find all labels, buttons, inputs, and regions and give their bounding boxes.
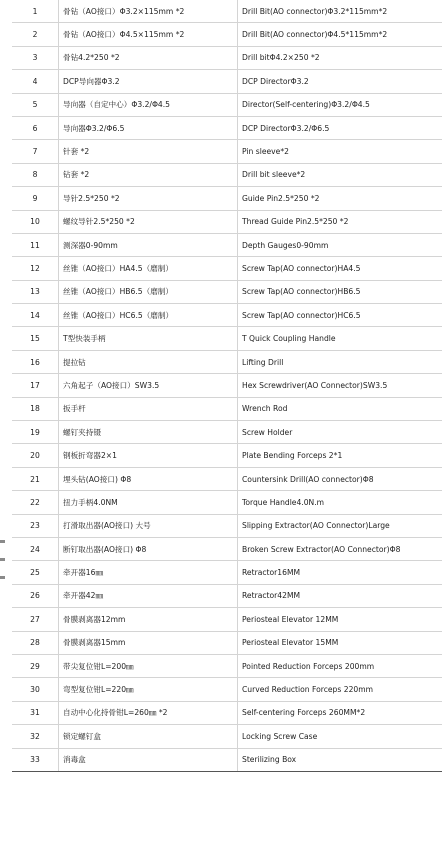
item-name-chinese: 针套 *2 — [59, 140, 238, 163]
item-name-english: Torque Handle4.0N.m — [238, 491, 442, 514]
row-number: 5 — [12, 93, 59, 116]
item-name-chinese: 扳手杆 — [59, 397, 238, 420]
row-number: 10 — [12, 210, 59, 233]
table-row — [12, 46, 442, 69]
item-name-chinese: 丝锥（AO接口）HC6.5（磨制） — [59, 304, 238, 327]
table-row — [12, 70, 442, 93]
item-name-chinese: 骨钻4.2*250 *2 — [59, 46, 238, 69]
item-name-english: Screw Holder — [238, 421, 442, 444]
edge-clip-graphic — [0, 540, 5, 580]
item-name-chinese: 螺钉夹持镊 — [59, 421, 238, 444]
table-row — [12, 23, 442, 46]
item-name-chinese: 导向器Φ3.2/Φ6.5 — [59, 116, 238, 139]
item-name-chinese: 钻套 *2 — [59, 163, 238, 186]
row-number: 27 — [12, 608, 59, 631]
item-name-english: Plate Bending Forceps 2*1 — [238, 444, 442, 467]
item-name-chinese: 丝锥（AO接口）HB6.5（磨制） — [59, 280, 238, 303]
row-number: 24 — [12, 537, 59, 560]
row-number: 22 — [12, 491, 59, 514]
item-name-chinese: 锁定螺钉盒 — [59, 725, 238, 748]
table-row — [12, 304, 442, 327]
item-name-chinese: 消毒盒 — [59, 748, 238, 771]
item-name-chinese: 提拉钻 — [59, 350, 238, 373]
row-number: 11 — [12, 233, 59, 256]
item-name-english: Retractor42MM — [238, 584, 442, 607]
row-number: 8 — [12, 163, 59, 186]
row-number: 4 — [12, 70, 59, 93]
row-number: 6 — [12, 116, 59, 139]
table-row — [12, 327, 442, 350]
row-number: 30 — [12, 678, 59, 701]
item-name-chinese: 打滑取出器(AO接口) 大号 — [59, 514, 238, 537]
item-name-chinese: 扭力手柄4.0NM — [59, 491, 238, 514]
item-name-chinese: 自动中心化持骨钳L=260㎜ *2 — [59, 701, 238, 724]
table-row — [12, 116, 442, 139]
item-name-chinese: 骨钻（AO接口）Φ3.2×115mm *2 — [59, 0, 238, 23]
row-number: 14 — [12, 304, 59, 327]
item-name-english: Screw Tap(AO connector)HA4.5 — [238, 257, 442, 280]
table-row — [12, 748, 442, 771]
row-number: 16 — [12, 350, 59, 373]
item-name-chinese: 丝锥（AO接口）HA4.5（磨制） — [59, 257, 238, 280]
item-name-chinese: 埋头钻(AO接口) Φ8 — [59, 467, 238, 490]
item-name-chinese: 导向器（自定中心）Φ3.2/Φ4.5 — [59, 93, 238, 116]
item-name-english: Periosteal Elevator 15MM — [238, 631, 442, 654]
row-number: 21 — [12, 467, 59, 490]
row-number: 18 — [12, 397, 59, 420]
table-row — [12, 233, 442, 256]
row-number: 32 — [12, 725, 59, 748]
table-row — [12, 163, 442, 186]
table-row — [12, 187, 442, 210]
item-name-english: Hex Screwdriver(AO Connector)SW3.5 — [238, 374, 442, 397]
item-name-english: DCP DirectorΦ3.2 — [238, 70, 442, 93]
row-number: 13 — [12, 280, 59, 303]
item-name-english: Self-centering Forceps 260MM*2 — [238, 701, 442, 724]
row-number: 31 — [12, 701, 59, 724]
table-row — [12, 561, 442, 584]
row-number: 2 — [12, 23, 59, 46]
table-row — [12, 654, 442, 677]
item-name-chinese: 六角起子（AO接口）SW3.5 — [59, 374, 238, 397]
row-number: 19 — [12, 421, 59, 444]
instrument-list-table — [12, 0, 442, 772]
item-name-english: T Quick Coupling Handle — [238, 327, 442, 350]
item-name-chinese: 导针2.5*250 *2 — [59, 187, 238, 210]
table-row — [12, 140, 442, 163]
item-name-english: Guide Pin2.5*250 *2 — [238, 187, 442, 210]
item-name-chinese: T型快装手柄 — [59, 327, 238, 350]
row-number: 28 — [12, 631, 59, 654]
item-name-chinese: DCP导向器Φ3.2 — [59, 70, 238, 93]
table-row — [12, 678, 442, 701]
item-name-english: DCP DirectorΦ3.2/Φ6.5 — [238, 116, 442, 139]
table-row — [12, 584, 442, 607]
item-name-english: Curved Reduction Forceps 220mm — [238, 678, 442, 701]
table-row — [12, 514, 442, 537]
item-name-english: Drill Bit(AO connector)Φ4.5*115mm*2 — [238, 23, 442, 46]
table-row — [12, 537, 442, 560]
item-name-chinese: 骨膜剥离器12mm — [59, 608, 238, 631]
item-name-english: Screw Tap(AO connector)HC6.5 — [238, 304, 442, 327]
item-name-english: Slipping Extractor(AO Connector)Large — [238, 514, 442, 537]
item-name-english: Screw Tap(AO connector)HB6.5 — [238, 280, 442, 303]
item-name-english: Depth Gauges0-90mm — [238, 233, 442, 256]
item-name-english: Drill bit sleeve*2 — [238, 163, 442, 186]
item-name-english: Thread Guide Pin2.5*250 *2 — [238, 210, 442, 233]
row-number: 17 — [12, 374, 59, 397]
item-name-chinese: 骨膜剥离器15mm — [59, 631, 238, 654]
row-number: 26 — [12, 584, 59, 607]
table-row — [12, 467, 442, 490]
row-number: 9 — [12, 187, 59, 210]
table-row — [12, 350, 442, 373]
row-number: 1 — [12, 0, 59, 23]
item-name-chinese: 钢板折弯器2×1 — [59, 444, 238, 467]
table-row — [12, 631, 442, 654]
item-name-english: Drill Bit(AO connector)Φ3.2*115mm*2 — [238, 0, 442, 23]
row-number: 7 — [12, 140, 59, 163]
table-row — [12, 374, 442, 397]
item-name-english: Periosteal Elevator 12MM — [238, 608, 442, 631]
instrument-list-body — [12, 0, 442, 771]
table-row — [12, 491, 442, 514]
table-row — [12, 444, 442, 467]
item-name-chinese: 骨钻（AO接口）Φ4.5×115mm *2 — [59, 23, 238, 46]
row-number: 23 — [12, 514, 59, 537]
item-name-chinese: 断钉取出器(AO接口) Φ8 — [59, 537, 238, 560]
item-name-english: Wrench Rod — [238, 397, 442, 420]
item-name-english: Pointed Reduction Forceps 200mm — [238, 654, 442, 677]
item-name-chinese: 带尖复位钳L=200㎜ — [59, 654, 238, 677]
row-number: 15 — [12, 327, 59, 350]
table-row — [12, 0, 442, 23]
item-name-chinese: 牵开器16㎜ — [59, 561, 238, 584]
table-row — [12, 608, 442, 631]
item-name-chinese: 螺纹导针2.5*250 *2 — [59, 210, 238, 233]
item-name-english: Drill bitΦ4.2×250 *2 — [238, 46, 442, 69]
item-name-english: Pin sleeve*2 — [238, 140, 442, 163]
row-number: 29 — [12, 654, 59, 677]
table-row — [12, 397, 442, 420]
item-name-chinese: 弯型复位钳L=220㎜ — [59, 678, 238, 701]
row-number: 33 — [12, 748, 59, 771]
item-name-english: Lifting Drill — [238, 350, 442, 373]
item-name-english: Director(Self-centering)Φ3.2/Φ4.5 — [238, 93, 442, 116]
item-name-english: Countersink Drill(AO connector)Φ8 — [238, 467, 442, 490]
row-number: 12 — [12, 257, 59, 280]
row-number: 3 — [12, 46, 59, 69]
table-row — [12, 280, 442, 303]
item-name-chinese: 测深器0-90mm — [59, 233, 238, 256]
table-row — [12, 93, 442, 116]
item-name-english: Locking Screw Case — [238, 725, 442, 748]
table-row — [12, 257, 442, 280]
table-row — [12, 421, 442, 444]
item-name-english: Sterilizing Box — [238, 748, 442, 771]
table-row — [12, 210, 442, 233]
row-number: 25 — [12, 561, 59, 584]
item-name-english: Broken Screw Extractor(AO Connector)Φ8 — [238, 537, 442, 560]
row-number: 20 — [12, 444, 59, 467]
table-row — [12, 701, 442, 724]
table-row — [12, 725, 442, 748]
item-name-english: Retractor16MM — [238, 561, 442, 584]
item-name-chinese: 牵开器42㎜ — [59, 584, 238, 607]
